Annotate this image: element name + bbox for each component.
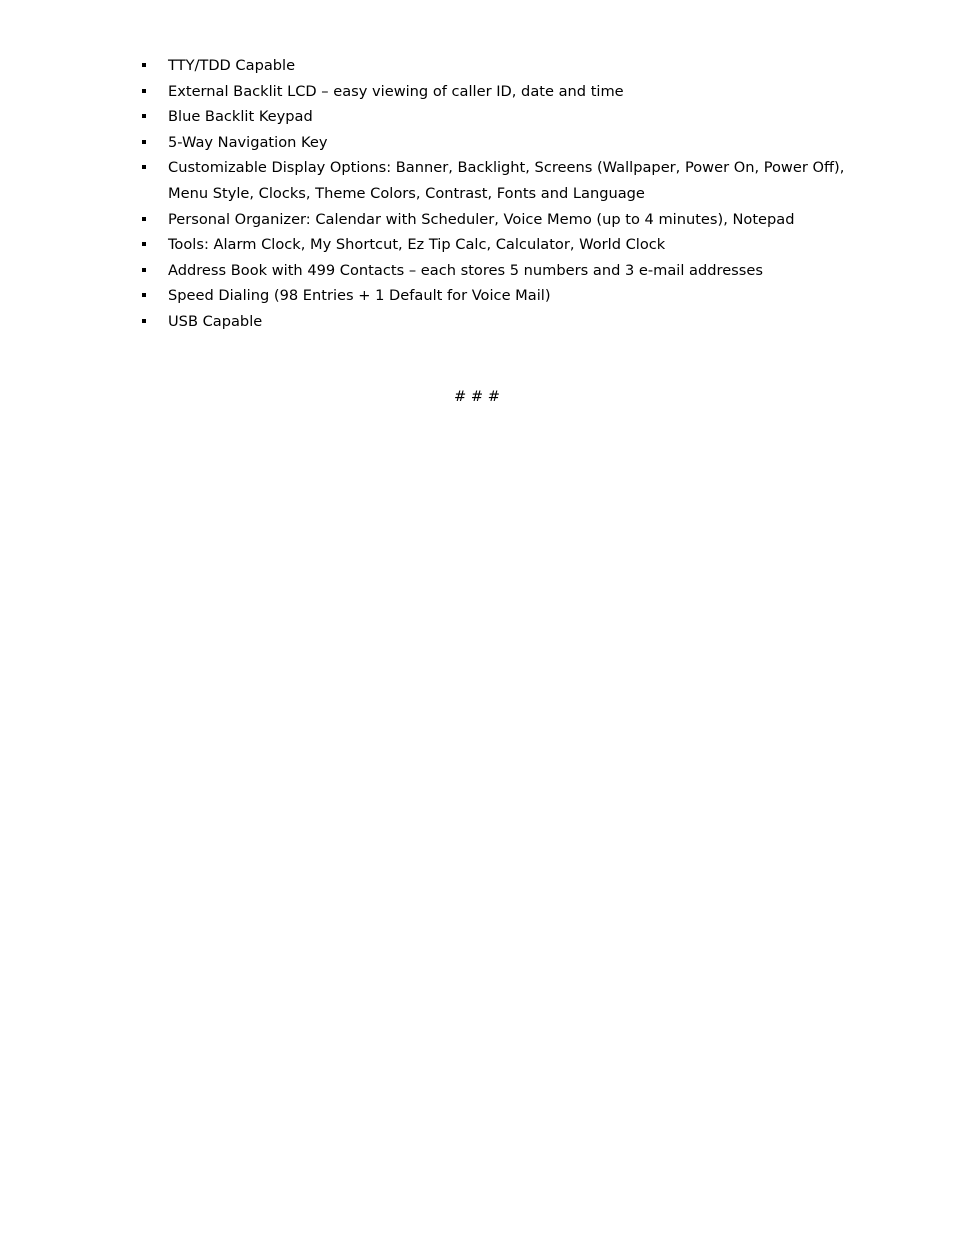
square-bullet-icon [142, 63, 146, 67]
list-item-text: External Backlit LCD – easy viewing of caller ID, date and time [168, 82, 624, 100]
list-item-text: Speed Dialing (98 Entries + 1 Default for Voice Mail) [168, 287, 551, 305]
list-item-text: Address Book with 499 Contacts – each stores 5 numbers and 3 e-mail addresses [168, 261, 763, 279]
list-item [140, 258, 860, 284]
square-bullet-icon [142, 140, 146, 144]
square-bullet-icon [142, 165, 146, 169]
list-item [140, 155, 860, 206]
square-bullet-icon [142, 217, 146, 221]
list-item-text: 5-Way Navigation Key [168, 133, 328, 151]
list-item [140, 130, 860, 156]
feature-list [140, 53, 860, 335]
square-bullet-icon [142, 89, 146, 93]
list-item [140, 79, 860, 105]
square-bullet-icon [142, 242, 146, 246]
list-item [140, 232, 860, 258]
square-bullet-icon [142, 319, 146, 323]
list-item-text: Customizable Display Options: Banner, Backlight, Screens (Wallpaper, Power On, Power Off), Menu Style, Clocks, Theme Colors, Contrast, Fonts and Language [168, 159, 845, 202]
list-item-text: Tools: Alarm Clock, My Shortcut, Ez Tip Calc, Calculator, World Clock [168, 236, 666, 254]
list-item [140, 207, 860, 233]
list-item [140, 104, 860, 130]
square-bullet-icon [142, 293, 146, 297]
end-of-document-mark: # # # [454, 388, 500, 405]
list-item-text: TTY/TDD Capable [168, 57, 296, 74]
square-bullet-icon [142, 114, 146, 118]
square-bullet-icon [142, 268, 146, 272]
list-item-text: USB Capable [168, 312, 263, 330]
list-item-text: Personal Organizer: Calendar with Scheduler, Voice Memo (up to 4 minutes), Notepad [168, 210, 795, 228]
list-item [140, 53, 860, 79]
list-item-text: Blue Backlit Keypad [168, 108, 313, 126]
list-item [140, 309, 860, 335]
list-item [140, 283, 860, 309]
